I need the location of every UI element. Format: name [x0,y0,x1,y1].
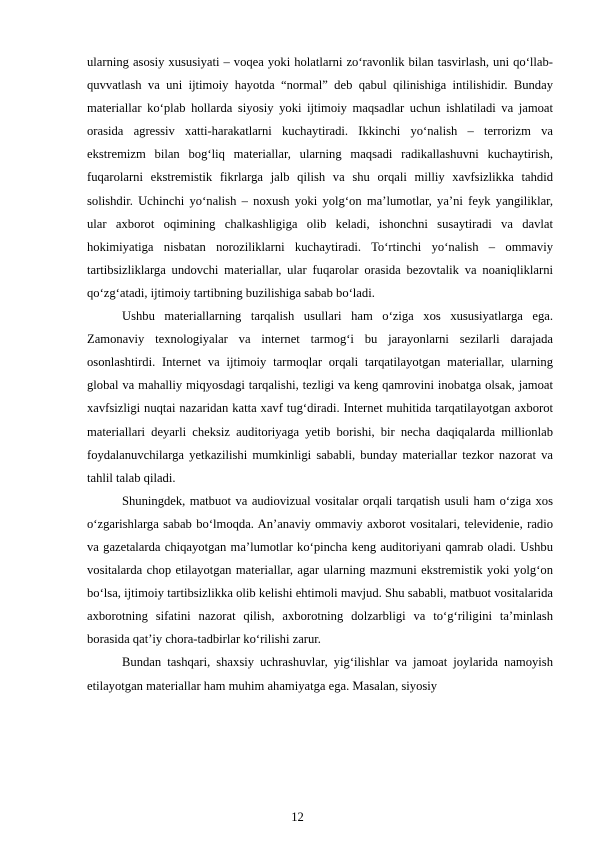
paragraph-1: ularning asosiy xususiyati – voqea yoki holatlarni zo‘ravonlik bilan tasvirlash, uni qo‘llab-quvvatlash va uni ijtimoiy hayotda “normal” deb qabul qilinishiga intilishidir. Bunday materiallar ko‘plab hollarda siyosiy yoki ijtimoiy maqsadlar uchun ishlatiladi va jamoat orasida agressiv xatti-harakatlarni kuchaytiradi. Ikkinchi yo‘nalish – terrorizm va ekstremizm bilan bog‘liq materiallar, ularning maqsadi radikallashuvni kuchaytirish, fuqarolarni ekstremistik fikrlarga jalb qilish va shu orqali milliy xavfsizlikka tahdid solishdir. Uchinchi yo‘nalish – noxush yoki yolg‘on ma’lumotlar, ya’ni feyk yangiliklar, ular axborot oqimining chalkashligiga olib keladi, ishonchni susaytiradi va davlat hokimiyatiga nisbatan noroziliklarni kuchaytiradi. To‘rtinchi yo‘nalish – ommaviy tartibsizliklarga undovchi materiallar, ular fuqarolar orasida bezovtalik va noaniqliklarni qo‘zg‘atadi, ijtimoiy tartibning buzilishiga sabab bo‘ladi. [87,55,553,300]
paragraph-2: Ushbu materiallarning tarqalish usullari ham o‘ziga xos xususiyatlarga ega. Zamonaviy texnologiyalar va internet tarmog‘i bu jarayonlarni sezilarli darajada osonlashtirdi. Internet va ijtimoiy tarmoqlar orqali tarqatilayotgan materiallar, ularning global va mahalliy miqyosdagi tarqalishi, tezligi va keng qamrovini inobatga olsak, jamoat xavfsizligi nuqtai nazaridan katta xavf tug‘diradi. Internet muhitida tarqatilayotgan axborot materiallari deyarli cheksiz auditoriyaga yetib borishi, bir necha daqiqalarda millionlab foydalanuvchilarga yetkazilishi mumkinligi sababli, bunday materiallar tezkor nazorat va tahlil talab qiladi. [87,309,553,485]
paragraph-3: Shuningdek, matbuot va audiovizual vositalar orqali tarqatish usuli ham o‘ziga xos o‘zgarishlarga sabab bo‘lmoqda. An’anaviy ommaviy axborot vositalari, televidenie, radio va gazetalarda chiqayotgan ma’lumotlar ko‘pincha keng auditoriyani qamrab oladi. Ushbu vositalarda chop etilayotgan materiallar, agar ularning mazmuni ekstremistik yoki yolg‘on bo‘lsa, ijtimoiy tartibsizlikka olib kelishi ehtimoli mavjud. Shu sababli, matbuot vositalarida axborotning sifatini nazorat qilish, axborotning dolzarbligi va to‘g‘riligini ta’minlash borasida qat’iy chora-tadbirlar ko‘rilishi zarur. [87,493,553,647]
page-number: 12 [291,810,304,824]
document-body [87,51,553,698]
paragraph-4: Bundan tashqari, shaxsiy uchrashuvlar, yig‘ilishlar va jamoat joylarida namoyish etilayotgan materiallar ham muhim ahamiyatga ega. Masalan, siyosiy [87,655,553,693]
